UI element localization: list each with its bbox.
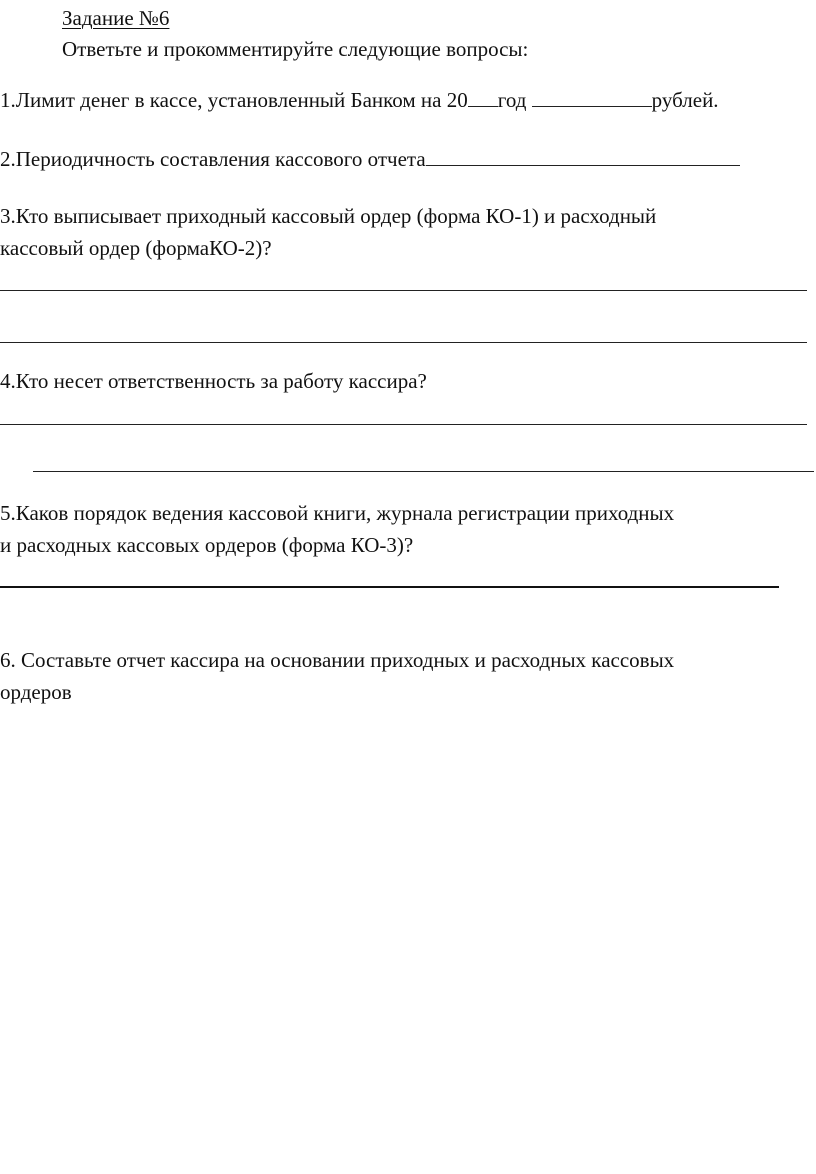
question-5-line-2: и расходных кассовых ордеров (форма КО-3)? bbox=[0, 533, 414, 557]
question-1-text-end: рублей. bbox=[651, 88, 719, 112]
question-3-answer-line-1[interactable] bbox=[0, 290, 807, 291]
question-5-answer-line[interactable] bbox=[0, 586, 779, 588]
question-1-text-year: год bbox=[497, 88, 527, 112]
question-3-answer-line-2[interactable] bbox=[0, 342, 807, 343]
question-6-line-2: ордеров bbox=[0, 680, 72, 704]
question-1-amount-blank[interactable] bbox=[532, 88, 652, 107]
question-4-answer-line-1[interactable] bbox=[0, 424, 807, 425]
task-title: Задание №6 bbox=[62, 6, 170, 30]
question-2-text: 2.Периодичность составления кассового отчета bbox=[0, 147, 426, 171]
question-4-answer-line-2[interactable] bbox=[33, 471, 814, 472]
question-2 bbox=[0, 147, 740, 170]
question-6-line-1: 6. Составьте отчет кассира на основании приходных и расходных кассовых bbox=[0, 648, 675, 672]
question-3-line-1: 3.Кто выписывает приходный кассовый ордер (форма КО-1) и расходный bbox=[0, 204, 657, 228]
question-1-year-blank[interactable] bbox=[468, 88, 498, 107]
question-1 bbox=[0, 88, 719, 111]
question-4: 4.Кто несет ответственность за работу кассира? bbox=[0, 369, 427, 393]
question-2-answer-blank[interactable] bbox=[426, 147, 740, 166]
task-instruction: Ответьте и прокомментируйте следующие вопросы: bbox=[62, 37, 529, 61]
question-3-line-2: кассовый ордер (формаКО-2)? bbox=[0, 236, 272, 260]
question-5-line-1: 5.Каков порядок ведения кассовой книги, журнала регистрации приходных bbox=[0, 501, 675, 525]
question-1-text-start: 1.Лимит денег в кассе, установленный Банком на 20 bbox=[0, 88, 468, 112]
